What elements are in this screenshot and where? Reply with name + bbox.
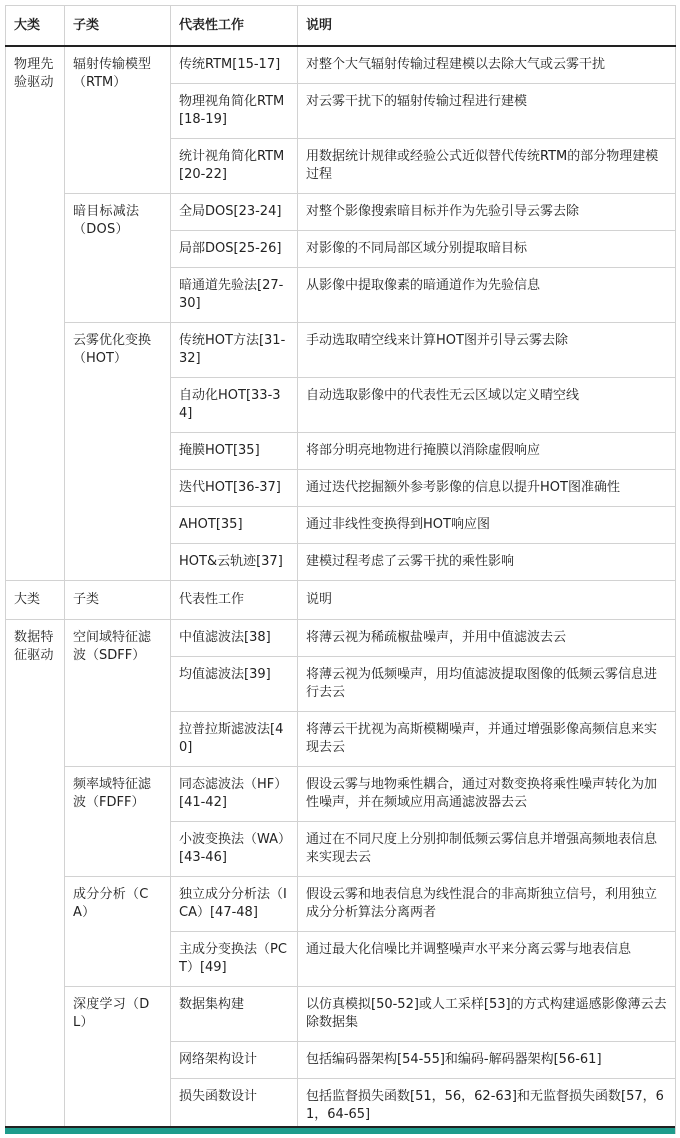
work-cell: 损失函数设计	[171, 1079, 298, 1134]
desc-cell: 对云雾干扰下的辐射传输过程进行建模	[298, 84, 676, 139]
work-cell: 数据集构建	[171, 987, 298, 1042]
work-cell: 迭代HOT[36-37]	[171, 470, 298, 507]
work-cell: 局部DOS[25-26]	[171, 231, 298, 268]
methods-table	[5, 5, 676, 1134]
work-cell: 传统RTM[15-17]	[171, 46, 298, 84]
subheader-subcategory: 子类	[65, 581, 171, 620]
table-header-row	[6, 6, 676, 47]
subheader-category: 大类	[6, 581, 65, 620]
category-cell: 数据特征驱动	[6, 620, 65, 1134]
table-row	[6, 877, 676, 932]
desc-cell: 通过在不同尺度上分别抑制低频云雾信息并增强高频地表信息来实现去云	[298, 822, 676, 877]
table-row	[6, 620, 676, 657]
table-row	[6, 987, 676, 1042]
table-row	[6, 323, 676, 378]
desc-cell: 以仿真模拟[50-52]或人工采样[53]的方式构建遥感影像薄云去除数据集	[298, 987, 676, 1042]
desc-cell: 将薄云视为低频噪声，用均值滤波提取图像的低频云雾信息进行去云	[298, 657, 676, 712]
desc-cell: 将薄云干扰视为高斯模糊噪声，并通过增强影像高频信息来实现去云	[298, 712, 676, 767]
desc-cell: 假设云雾和地表信息为线性混合的非高斯独立信号，利用独立成分分析算法分离两者	[298, 877, 676, 932]
work-cell: 中值滤波法[38]	[171, 620, 298, 657]
subcategory-cell: 暗目标减法（DOS）	[65, 194, 171, 323]
work-cell: 统计视角简化RTM[20-22]	[171, 139, 298, 194]
desc-cell: 包括编码器架构[54-55]和编码-解码器架构[56-61]	[298, 1042, 676, 1079]
work-cell: 自动化HOT[33-34]	[171, 378, 298, 433]
table-row	[6, 767, 676, 822]
subcategory-cell: 云雾优化变换（HOT）	[65, 323, 171, 581]
table-row	[6, 194, 676, 231]
desc-cell: 建模过程考虑了云雾干扰的乘性影响	[298, 544, 676, 581]
work-cell: 拉普拉斯滤波法[40]	[171, 712, 298, 767]
work-cell: 物理视角简化RTM[18-19]	[171, 84, 298, 139]
desc-cell: 用数据统计规律或经验公式近似替代传统RTM的部分物理建模过程	[298, 139, 676, 194]
work-cell: 全局DOS[23-24]	[171, 194, 298, 231]
header-work: 代表性工作	[171, 6, 298, 47]
work-cell: 网络架构设计	[171, 1042, 298, 1079]
desc-cell: 将薄云视为稀疏椒盐噪声，并用中值滤波去云	[298, 620, 676, 657]
desc-cell: 包括监督损失函数[51，56，62-63]和无监督损失函数[57，61，64-65]	[298, 1079, 676, 1134]
desc-cell: 通过迭代挖掘额外参考影像的信息以提升HOT图准确性	[298, 470, 676, 507]
desc-cell: 通过最大化信噪比并调整噪声水平来分离云雾与地表信息	[298, 932, 676, 987]
work-cell: 掩膜HOT[35]	[171, 433, 298, 470]
subcategory-cell: 深度学习（DL）	[65, 987, 171, 1134]
desc-cell: 从影像中提取像素的暗通道作为先验信息	[298, 268, 676, 323]
subcategory-cell: 成分分析（CA）	[65, 877, 171, 987]
header-desc: 说明	[298, 6, 676, 47]
work-cell: 主成分变换法（PCT）[49]	[171, 932, 298, 987]
subcategory-cell: 辐射传输模型（RTM）	[65, 46, 171, 194]
footer-accent-bar	[5, 1128, 675, 1134]
work-cell: HOT&云轨迹[37]	[171, 544, 298, 581]
work-cell: 暗通道先验法[27-30]	[171, 268, 298, 323]
desc-cell: 通过非线性变换得到HOT响应图	[298, 507, 676, 544]
work-cell: 小波变换法（WA）[43-46]	[171, 822, 298, 877]
desc-cell: 假设云雾与地物乘性耦合，通过对数变换将乘性噪声转化为加性噪声，并在频域应用高通滤波器去云	[298, 767, 676, 822]
desc-cell: 对整个影像搜索暗目标并作为先验引导云雾去除	[298, 194, 676, 231]
work-cell: 独立成分分析法（ICA）[47-48]	[171, 877, 298, 932]
desc-cell: 自动选取影像中的代表性无云区域以定义晴空线	[298, 378, 676, 433]
desc-cell: 手动选取晴空线来计算HOT图并引导云雾去除	[298, 323, 676, 378]
table-row	[6, 46, 676, 84]
subheader-work: 代表性工作	[171, 581, 298, 620]
work-cell: AHOT[35]	[171, 507, 298, 544]
work-cell: 均值滤波法[39]	[171, 657, 298, 712]
desc-cell: 对影像的不同局部区域分别提取暗目标	[298, 231, 676, 268]
subheader-desc: 说明	[298, 581, 676, 620]
subcategory-cell: 空间域特征滤波（SDFF）	[65, 620, 171, 767]
work-cell: 同态滤波法（HF）[41-42]	[171, 767, 298, 822]
category-cell: 物理先验驱动	[6, 46, 65, 581]
subcategory-cell: 频率域特征滤波（FDFF）	[65, 767, 171, 877]
header-category: 大类	[6, 6, 65, 47]
table-subheader-row	[6, 581, 676, 620]
work-cell: 传统HOT方法[31-32]	[171, 323, 298, 378]
desc-cell: 对整个大气辐射传输过程建模以去除大气或云雾干扰	[298, 46, 676, 84]
header-subcategory: 子类	[65, 6, 171, 47]
desc-cell: 将部分明亮地物进行掩膜以消除虚假响应	[298, 433, 676, 470]
